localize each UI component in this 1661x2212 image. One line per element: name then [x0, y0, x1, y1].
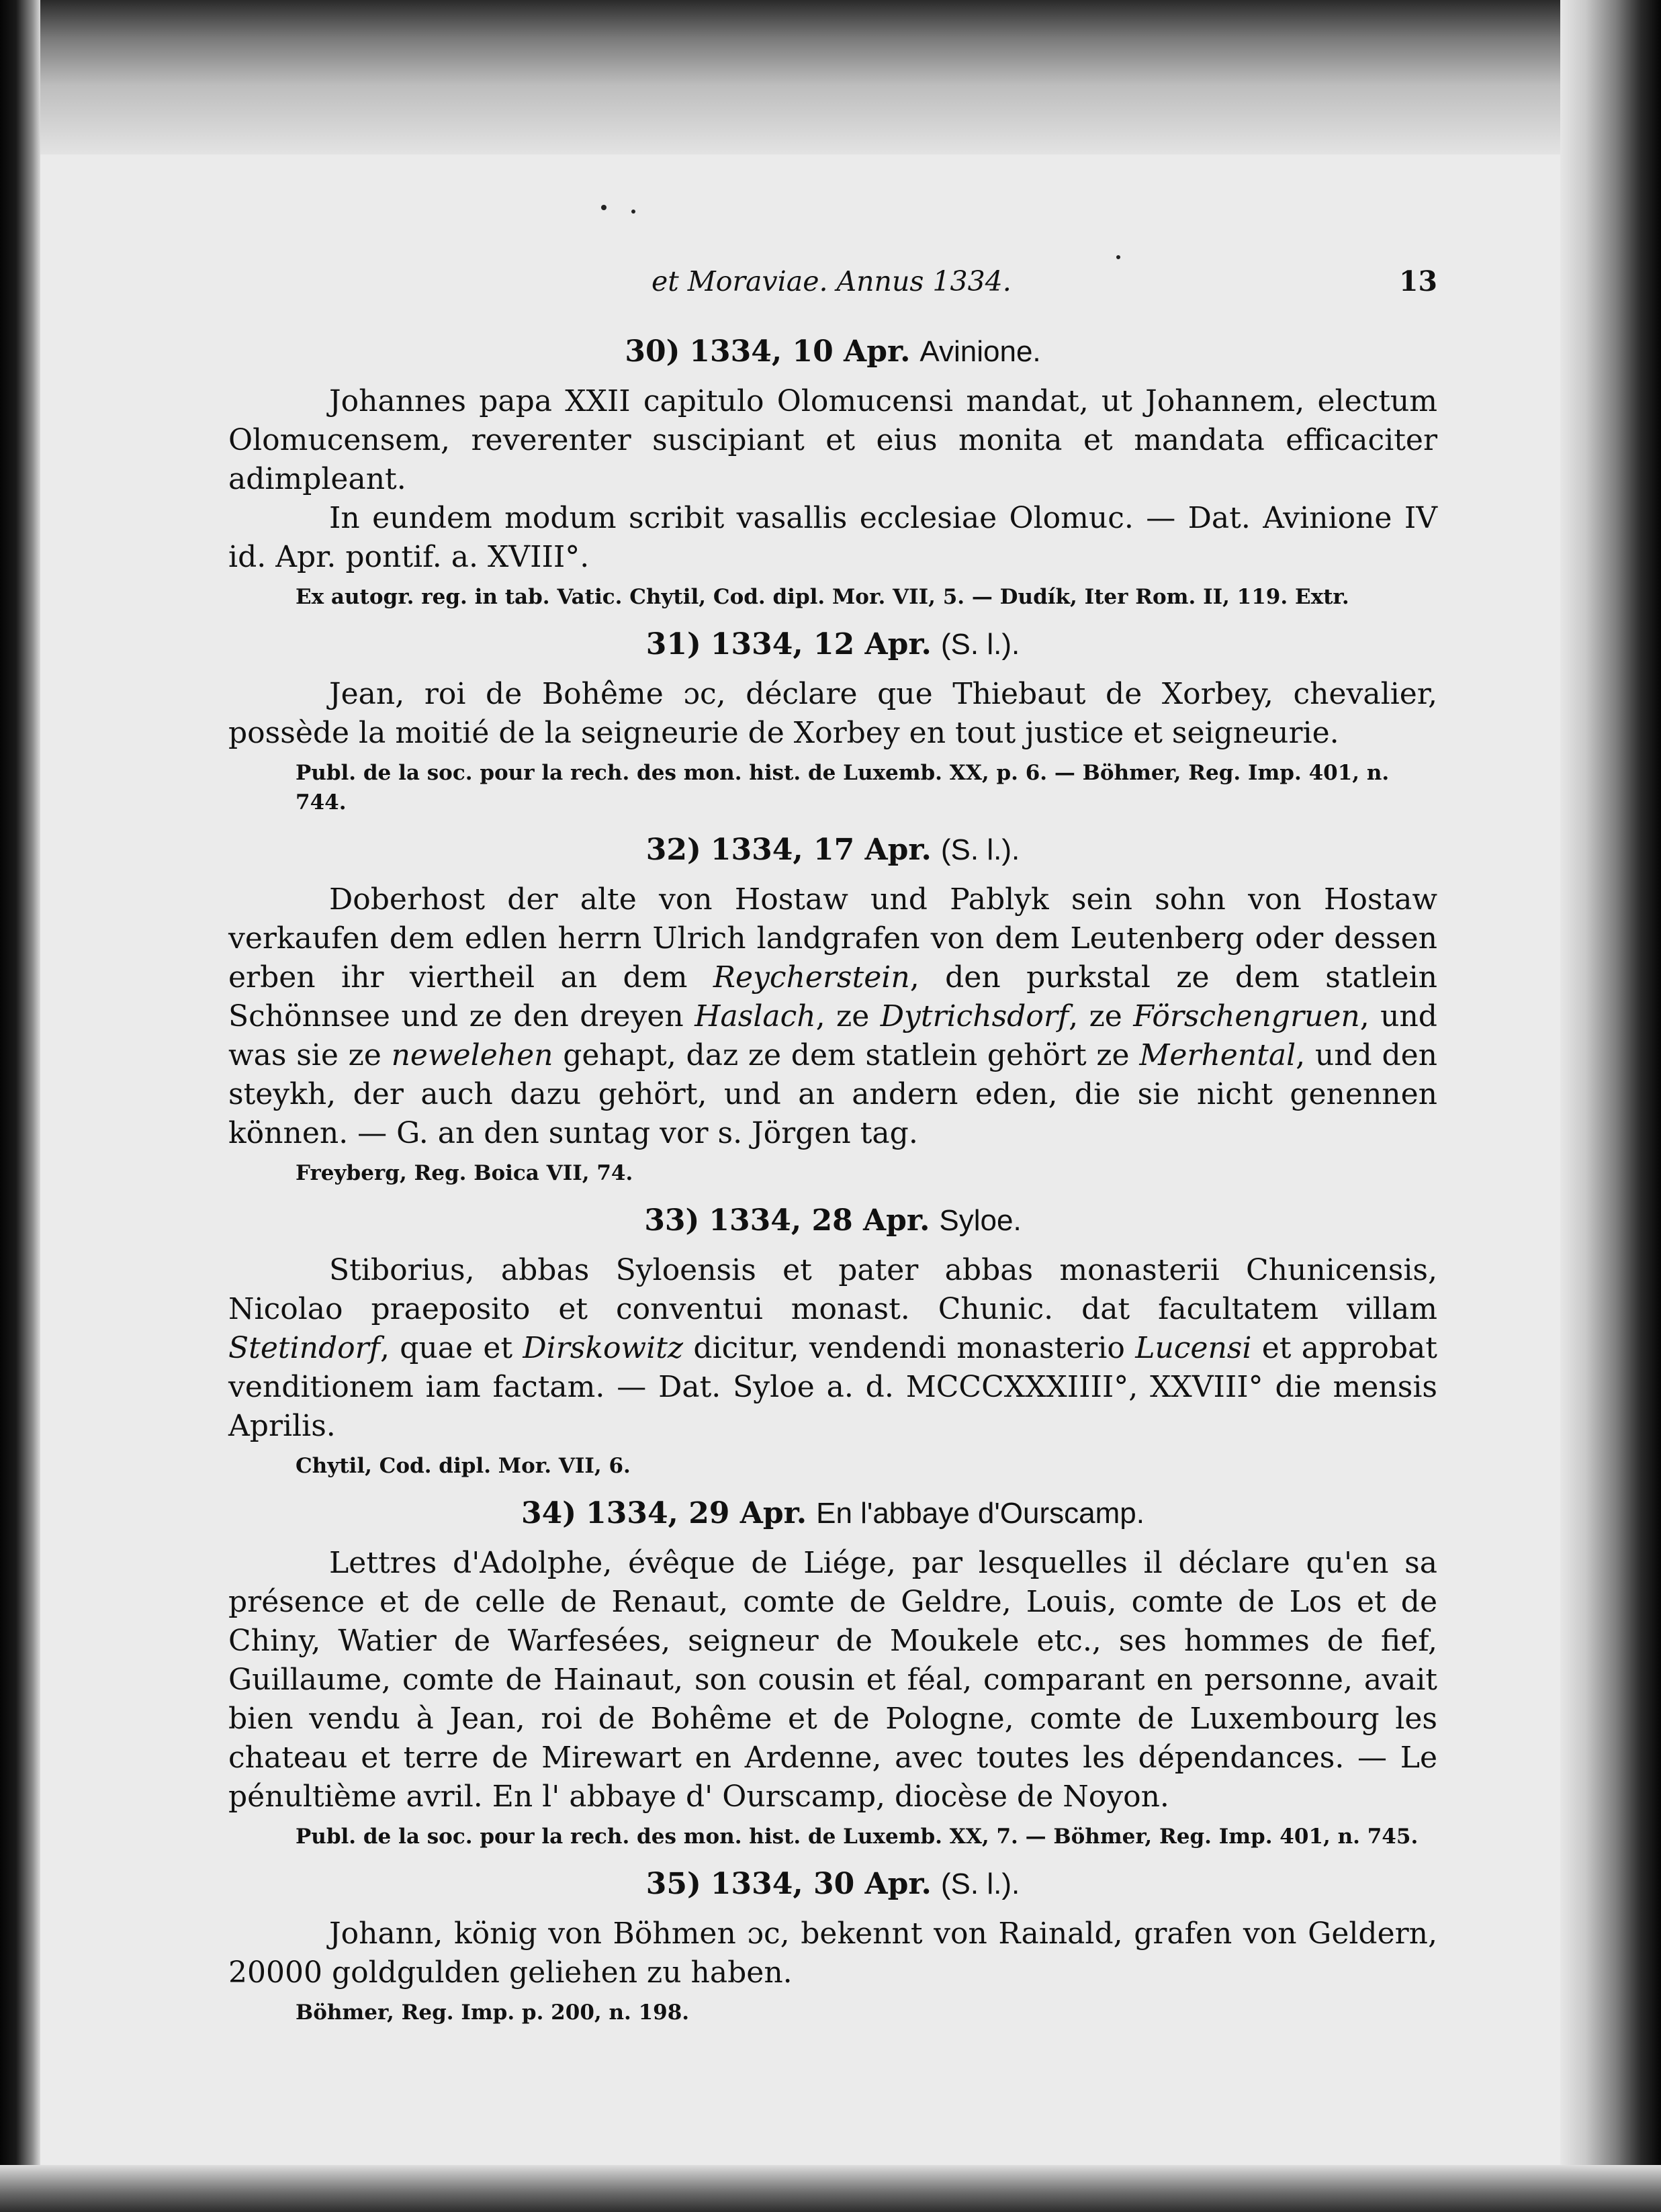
entry-34 — [228, 1494, 1437, 1851]
scan-shadow-top — [0, 0, 1661, 154]
entry-heading — [228, 332, 1437, 371]
place-name: Dirskowitz — [523, 1331, 684, 1365]
entry-33 — [228, 1201, 1437, 1481]
entry-number: 33) — [644, 1203, 700, 1238]
entry-number: 34) — [521, 1496, 577, 1530]
term: newelehen — [391, 1038, 553, 1072]
entry-date: 1334, 28 Apr. — [709, 1203, 930, 1238]
entry-number: 31) — [645, 627, 701, 661]
entry-date: 1334, 30 Apr. — [710, 1867, 932, 1901]
entry-date: 1334, 10 Apr. — [689, 334, 911, 369]
entry-number: 30) — [625, 334, 680, 369]
entry-text: Lettres d'Adolphe, évêque de Liége, par lesquelles il déclare qu'en sa présence et de celle de Renaut, comte de Geldre, Louis, comte de Los et de Chiny, Watier de Warfesées, seigneur de Moukele etc., ses hommes de fief, Guillaume, comte de Hainaut, son cousin et féal, comparant en personne, avait bien vendu à Jean, roi de Bohême et de Pologne, comte de Luxembourg les chateau et terre de Mirewart en Ardenne, avec toutes les dépendances. — Le pénultième avril. En l' abbaye d' Ourscamp, diocèse de Noyon. — [228, 1546, 1437, 1814]
entry-heading — [228, 1494, 1437, 1533]
entry-heading — [228, 1201, 1437, 1240]
entry-text: In eundem modum scribit vasallis ecclesiae Olomuc. — Dat. Avinione IV id. Apr. pontif. a. XVIII°. — [228, 501, 1437, 574]
page-number: 13 — [1398, 265, 1437, 297]
entry-heading — [228, 1865, 1437, 1904]
entry-heading — [228, 625, 1437, 664]
entry-date: 1334, 12 Apr. — [710, 627, 932, 661]
entry-source: Chytil, Cod. dipl. Mor. VII, 6. — [296, 1454, 631, 1478]
scan-speck — [1116, 255, 1120, 259]
entry-date: 1334, 17 Apr. — [710, 833, 932, 867]
entry-text: Jean, roi de Bohême ɔc, déclare que Thiebaut de Xorbey, chevalier, possède la moitié de la seigneurie de Xorbey en tout justice et seigneurie. — [228, 677, 1437, 750]
entry-35 — [228, 1865, 1437, 2027]
entry-source: Publ. de la soc. pour la rech. des mon. hist. de Luxemb. XX, p. 6. — Böhmer, Reg. Imp. 401, n. 744. — [296, 761, 1390, 815]
place-name: Merhental — [1139, 1038, 1296, 1072]
entry-place: (S. l.). — [940, 628, 1020, 661]
entry-place: (S. l.). — [940, 1868, 1020, 1900]
scan-speck — [601, 205, 607, 210]
entry-text: Johannes papa XXII capitulo Olomucensi mandat, ut Johannem, electum Olomucensem, reverenter suscipiant et eius monita et mandata efficaciter adimpleant. — [228, 384, 1437, 496]
entry-source: Freyberg, Reg. Boica VII, 74. — [296, 1161, 633, 1185]
entry-place: En l'abbaye d'Ourscamp. — [816, 1497, 1144, 1530]
entry-32 — [228, 831, 1437, 1188]
place-name: Stetindorf — [228, 1331, 380, 1365]
scan-shadow-left — [0, 0, 40, 2212]
scan-shadow-right — [1560, 0, 1661, 2212]
entry-text: Doberhost der alte von Hostaw und Pablyk sein sohn von Hostaw verkaufen dem edlen herrn Ulrich landgrafen von dem Leutenberg oder dessen erben ihr viertheil an dem Reycherstein, den purkstal ze dem statlein Schönnsee und ze den dreyen Haslach, ze Dytrichsdorf, ze Förschengruen, und was sie ze newelehen gehapt, daz ze dem statlein gehört ze Merhental, und den steykh, der auch dazu gehört, und an andern eden, die sie nicht genennen können. — G. an den suntag vor s. Jörgen tag. — [228, 882, 1437, 1150]
page-body — [228, 332, 1437, 2041]
entry-source: Publ. de la soc. pour la rech. des mon. hist. de Luxemb. XX, 7. — Böhmer, Reg. Imp. 401, n. 745. — [296, 1825, 1419, 1849]
running-head — [652, 265, 1437, 306]
place-name: Dytrichsdorf — [880, 999, 1069, 1033]
entry-place: (S. l.). — [940, 833, 1020, 866]
entry-source: Böhmer, Reg. Imp. p. 200, n. 198. — [296, 2000, 690, 2025]
entry-date: 1334, 29 Apr. — [586, 1496, 807, 1530]
entry-30 — [228, 332, 1437, 612]
entry-place: Avinione. — [919, 335, 1041, 368]
entry-text: Stiborius, abbas Syloensis et pater abbas monasterii Chunicensis, Nicolao praeposito et conventui monast. Chunic. dat facultatem villam Stetindorf, quae et Dirskowitz dicitur, vendendi monasterio Lucensi et approbat venditionem iam factam. — Dat. Syloe a. d. MCCCXXXIIII°, XXVIII° die mensis Aprilis. — [228, 1253, 1437, 1443]
scan-shadow-bottom — [0, 2165, 1661, 2212]
scan-speck — [631, 210, 635, 214]
entry-heading — [228, 831, 1437, 870]
entry-31 — [228, 625, 1437, 817]
entry-source: Ex autogr. reg. in tab. Vatic. Chytil, Cod. dipl. Mor. VII, 5. — Dudík, Iter Rom. II, 119. Extr. — [296, 585, 1349, 609]
place-name: Haslach — [694, 999, 816, 1033]
place-name: Förschengruen — [1133, 999, 1360, 1033]
place-name: Lucensi — [1135, 1331, 1252, 1365]
entry-place: Syloe. — [939, 1204, 1022, 1237]
entry-number: 32) — [645, 833, 701, 867]
entry-text: Johann, könig von Böhmen ɔc, bekennt von Rainald, grafen von Geldern, 20000 goldgulden geliehen zu haben. — [228, 1917, 1437, 1990]
place-name: Reycherstein — [713, 960, 910, 995]
entry-number: 35) — [645, 1867, 701, 1901]
running-head-title: et Moraviae. Annus 1334. — [652, 265, 1012, 297]
